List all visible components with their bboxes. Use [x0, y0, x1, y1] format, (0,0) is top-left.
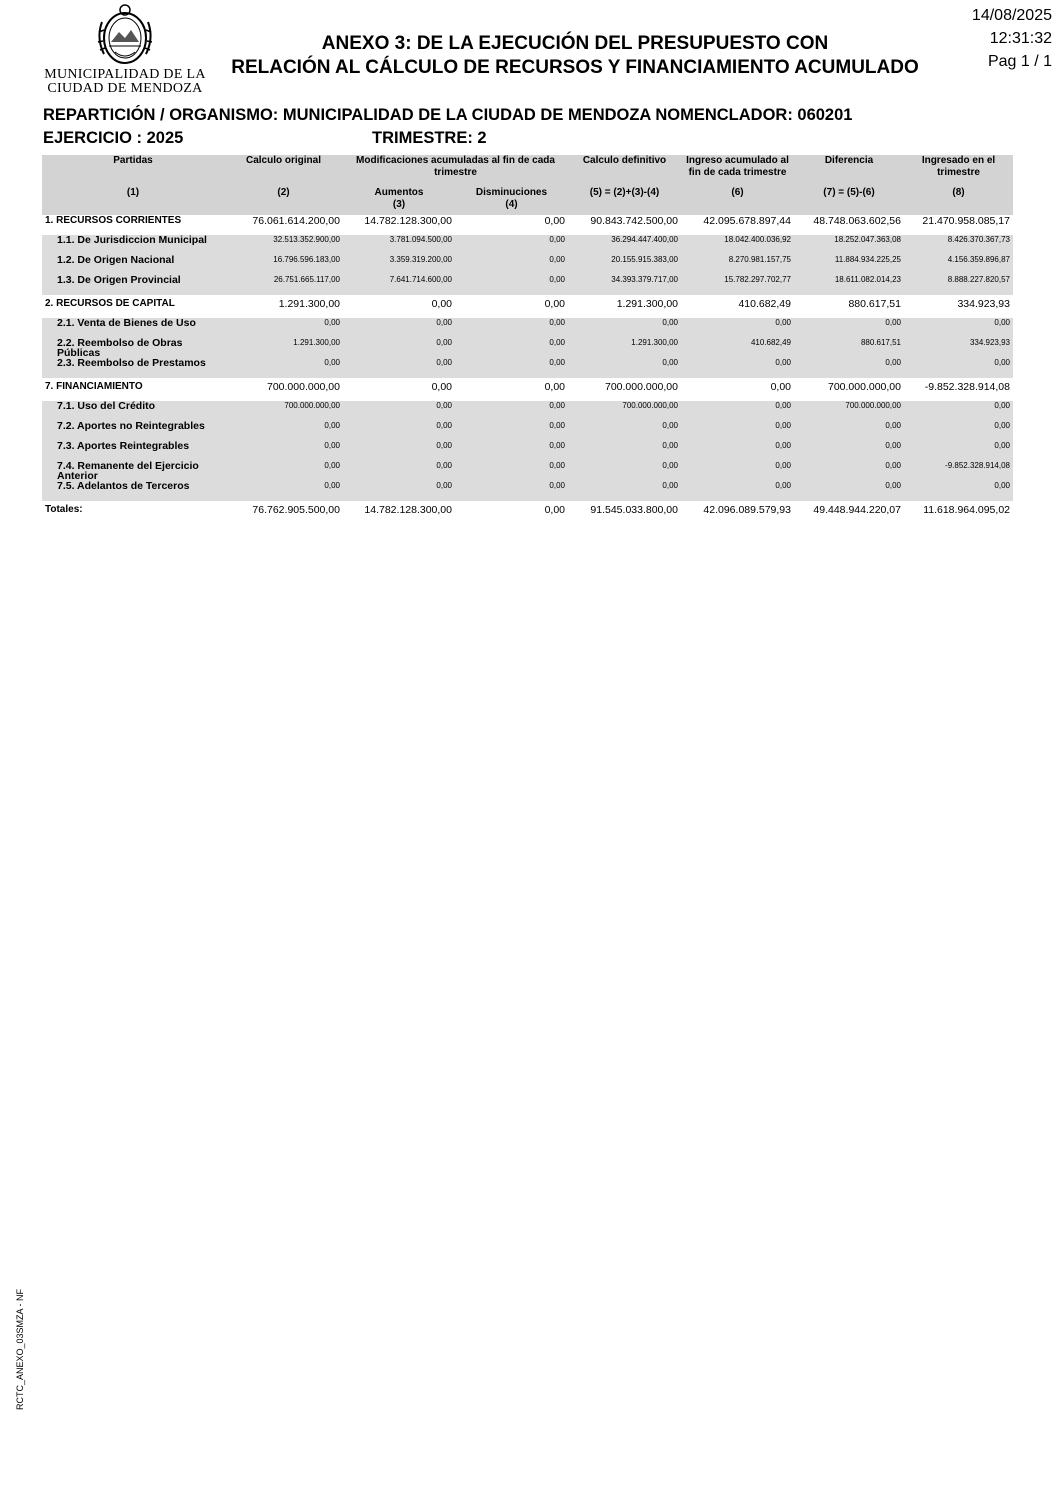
- table-row: [42, 318, 1013, 338]
- cell-value: 15.782.297.702,77: [681, 275, 794, 295]
- aumentos-label: Aumentos: [374, 187, 424, 198]
- cell-value: 32.513.352.900,00: [224, 235, 343, 255]
- cell-value: 410.682,49: [681, 338, 794, 358]
- cell-value: 410.682,49: [738, 298, 791, 310]
- cell-value: 1.291.300,00: [568, 338, 681, 358]
- cell-value: 0,00: [568, 358, 681, 378]
- cell-value: 0,00: [455, 358, 568, 378]
- cell-value: 0,00: [770, 381, 791, 393]
- cell-value: 0,00: [568, 461, 681, 481]
- cell-value: 0,00: [224, 461, 343, 481]
- print-meta: [972, 4, 1052, 73]
- col-num-7: (7) = (5)-(6): [794, 187, 904, 215]
- total-value: 0,00: [544, 504, 565, 516]
- col-calculo-definitivo: Calculo definitivo: [568, 155, 681, 187]
- cell-value: 16.796.596.183,00: [224, 255, 343, 275]
- cell-value: 0,00: [224, 318, 343, 338]
- row-label: 7.3. Aportes Reintegrables: [42, 441, 224, 461]
- col-num-5: (5) = (2)+(3)-(4): [568, 187, 681, 215]
- cell-value: 34.393.379.717,00: [568, 275, 681, 295]
- cell-value: 0,00: [455, 255, 568, 275]
- table-row: [42, 401, 1013, 421]
- cell-value: 0,00: [455, 318, 568, 338]
- total-value: 49.448.944.220,07: [813, 504, 901, 516]
- cell-value: 0,00: [681, 481, 794, 501]
- table-row: [42, 358, 1013, 378]
- cell-value: 8.426.370.367,73: [904, 235, 1013, 255]
- row-label: 2.1. Venta de Bienes de Uso: [42, 318, 224, 338]
- total-value: 42.096.089.579,93: [703, 504, 791, 516]
- cell-value: -9.852.328.914,08: [924, 381, 1010, 393]
- row-label: 2.3. Reembolso de Prestamos: [42, 358, 224, 378]
- cell-value: 700.000.000,00: [828, 381, 901, 393]
- cell-value: 0,00: [455, 461, 568, 481]
- table-row: [42, 461, 1013, 481]
- cell-value: 0,00: [794, 481, 904, 501]
- cell-value: 700.000.000,00: [568, 401, 681, 421]
- table-row: [42, 381, 1013, 401]
- cell-value: 334.923,93: [904, 338, 1013, 358]
- cell-value: 0,00: [224, 421, 343, 441]
- cell-value: 0,00: [904, 318, 1013, 338]
- organism-line: REPARTICIÓN / ORGANISMO: MUNICIPALIDAD DE LA CIUDAD DE MENDOZA NOMENCLADOR: 060201: [43, 106, 853, 124]
- cell-value: 0,00: [794, 318, 904, 338]
- cell-value: 700.000.000,00: [267, 381, 340, 393]
- cell-value: 0,00: [455, 421, 568, 441]
- cell-value: 11.884.934.225,25: [794, 255, 904, 275]
- cell-value: 0,00: [568, 481, 681, 501]
- cell-value: 0,00: [681, 441, 794, 461]
- cell-value: 0,00: [568, 318, 681, 338]
- cell-value: 90.843.742.500,00: [590, 215, 678, 227]
- cell-value: 0,00: [343, 358, 455, 378]
- cell-value: 1.291.300,00: [224, 338, 343, 358]
- cell-value: 0,00: [904, 441, 1013, 461]
- col-ingreso-acumulado: Ingreso acumulado al fin de cada trimestre: [681, 155, 794, 187]
- cell-value: 0,00: [681, 318, 794, 338]
- print-time: 12:31:32: [989, 30, 1052, 47]
- side-report-code: RCTC_ANEXO_03SMZA - NF: [15, 1288, 25, 1410]
- col-modificaciones: Modificaciones acumuladas al fin de cada trimestre: [343, 155, 568, 187]
- cell-value: 700.000.000,00: [224, 401, 343, 421]
- col-aumentos: [343, 187, 455, 215]
- cell-value: 0,00: [343, 401, 455, 421]
- cell-value: 18.252.047.363,08: [794, 235, 904, 255]
- row-label: 7.4. Remanente del Ejercicio Anterior: [42, 461, 224, 481]
- total-value: 91.545.033.800,00: [590, 504, 678, 516]
- cell-value: 0,00: [224, 358, 343, 378]
- col-disminuciones: [455, 187, 568, 215]
- col-num-6: (6): [681, 187, 794, 215]
- cell-value: 26.751.665.117,00: [224, 275, 343, 295]
- title-line2: RELACIÓN AL CÁLCULO DE RECURSOS Y FINANCIAMIENTO ACUMULADO: [231, 57, 919, 78]
- municipal-logo: [40, 2, 210, 98]
- cell-value: 1.291.300,00: [616, 298, 678, 310]
- table-row: [42, 275, 1013, 295]
- disminuciones-label: Disminuciones: [475, 187, 548, 198]
- header-row-titles: [42, 155, 1013, 187]
- row-label: 7. FINANCIAMIENTO: [45, 381, 143, 392]
- page-title: [210, 32, 940, 80]
- cell-value: 0,00: [431, 381, 452, 393]
- cell-value: 0,00: [343, 421, 455, 441]
- col-num-4: (4): [505, 199, 518, 210]
- cell-value: -9.852.328.914,08: [904, 461, 1013, 481]
- cell-value: 7.641.714.600,00: [343, 275, 455, 295]
- row-label: 2. RECURSOS DE CAPITAL: [45, 298, 175, 309]
- cell-value: 0,00: [431, 298, 452, 310]
- cell-value: 0,00: [343, 481, 455, 501]
- cell-value: 0,00: [568, 421, 681, 441]
- page-number: Pag 1 / 1: [987, 53, 1052, 70]
- cell-value: 0,00: [224, 441, 343, 461]
- row-label: 7.5. Adelantos de Terceros: [42, 481, 224, 501]
- cell-value: 48.748.063.602,56: [813, 215, 901, 227]
- cell-value: 3.781.094.500,00: [343, 235, 455, 255]
- cell-value: 76.061.614.200,00: [252, 215, 340, 227]
- cell-value: 8.888.227.820,57: [904, 275, 1013, 295]
- row-label: 1.1. De Jurisdiccion Municipal: [42, 235, 224, 255]
- col-num-2: (2): [224, 187, 343, 215]
- cell-value: 4.156.359.896,87: [904, 255, 1013, 275]
- col-diferencia: Diferencia: [794, 155, 904, 187]
- logo-line2: CIUDAD DE MENDOZA: [47, 81, 203, 96]
- cell-value: 880.617,51: [848, 298, 901, 310]
- cell-value: 18.611.082.014,23: [794, 275, 904, 295]
- cell-value: 20.155.915.383,00: [568, 255, 681, 275]
- col-partidas: Partidas: [42, 155, 224, 187]
- table-row: [42, 338, 1013, 358]
- cell-value: 0,00: [681, 401, 794, 421]
- totals-row: [42, 504, 1013, 526]
- row-label: 1.3. De Origen Provincial: [42, 275, 224, 295]
- row-label: 7.1. Uso del Crédito: [42, 401, 224, 421]
- cell-value: 0,00: [343, 338, 455, 358]
- cell-value: 0,00: [343, 318, 455, 338]
- cell-value: 0,00: [455, 275, 568, 295]
- cell-value: 0,00: [568, 441, 681, 461]
- budget-table: [42, 155, 1013, 526]
- total-value: 14.782.128.300,00: [364, 504, 452, 516]
- row-label: 1. RECURSOS CORRIENTES: [45, 215, 182, 226]
- cell-value: 0,00: [544, 298, 565, 310]
- cell-value: 0,00: [455, 338, 568, 358]
- cell-value: 3.359.319.200,00: [343, 255, 455, 275]
- table-row: [42, 441, 1013, 461]
- cell-value: 42.095.678.897,44: [703, 215, 791, 227]
- total-value: 76.762.905.500,00: [252, 504, 340, 516]
- cell-value: 700.000.000,00: [605, 381, 678, 393]
- col-num-8: (8): [904, 187, 1013, 215]
- cell-value: 1.291.300,00: [278, 298, 340, 310]
- title-line1: ANEXO 3: DE LA EJECUCIÓN DEL PRESUPUESTO CON: [321, 33, 829, 54]
- cell-value: 0,00: [343, 441, 455, 461]
- header-row-numbers: [42, 187, 1013, 215]
- cell-value: 0,00: [544, 381, 565, 393]
- cell-value: 18.042.400.036,92: [681, 235, 794, 255]
- row-label: 1.2. De Origen Nacional: [42, 255, 224, 275]
- row-label: 7.2. Aportes no Reintegrables: [42, 421, 224, 441]
- fiscal-year: EJERCICIO : 2025: [43, 129, 184, 147]
- table-row: [42, 298, 1013, 318]
- table-row: [42, 481, 1013, 501]
- cell-value: 880.617,51: [794, 338, 904, 358]
- cell-value: 0,00: [455, 441, 568, 461]
- cell-value: 0,00: [681, 358, 794, 378]
- cell-value: 14.782.128.300,00: [364, 215, 452, 227]
- cell-value: 0,00: [455, 235, 568, 255]
- cell-value: 21.470.958.085,17: [922, 215, 1010, 227]
- cell-value: 8.270.981.157,75: [681, 255, 794, 275]
- print-date: 14/08/2025: [971, 7, 1052, 24]
- cell-value: 0,00: [794, 358, 904, 378]
- col-num-3: (3): [392, 199, 406, 210]
- cell-value: 0,00: [224, 481, 343, 501]
- row-label: 2.2. Reembolso de Obras Públicas: [42, 338, 224, 358]
- table-row: [42, 421, 1013, 441]
- table-row: [42, 235, 1013, 255]
- logo-line1: MUNICIPALIDAD DE LA: [44, 67, 206, 82]
- cell-value: 0,00: [794, 441, 904, 461]
- total-value: 11.618.964.095,02: [923, 504, 1010, 516]
- cell-value: 0,00: [904, 401, 1013, 421]
- cell-value: 334.923,93: [957, 298, 1010, 310]
- col-ingresado: Ingresado en el trimestre: [904, 155, 1013, 187]
- quarter: TRIMESTRE: 2: [372, 129, 487, 147]
- cell-value: 0,00: [681, 421, 794, 441]
- cell-value: 0,00: [904, 481, 1013, 501]
- table-row: [42, 255, 1013, 275]
- cell-value: 0,00: [904, 421, 1013, 441]
- cell-value: 0,00: [455, 481, 568, 501]
- totals-label: Totales:: [45, 504, 83, 515]
- cell-value: 0,00: [681, 461, 794, 481]
- cell-value: 0,00: [794, 421, 904, 441]
- cell-value: 36.294.447.400,00: [568, 235, 681, 255]
- cell-value: 0,00: [544, 215, 565, 227]
- col-num-1: (1): [42, 187, 224, 215]
- cell-value: 0,00: [455, 401, 568, 421]
- cell-value: 0,00: [904, 358, 1013, 378]
- col-calculo-original: Calculo original: [224, 155, 343, 187]
- cell-value: 0,00: [794, 461, 904, 481]
- cell-value: 0,00: [343, 461, 455, 481]
- coat-of-arms-icon: [93, 2, 157, 68]
- cell-value: 700.000.000,00: [794, 401, 904, 421]
- table-row: [42, 215, 1013, 235]
